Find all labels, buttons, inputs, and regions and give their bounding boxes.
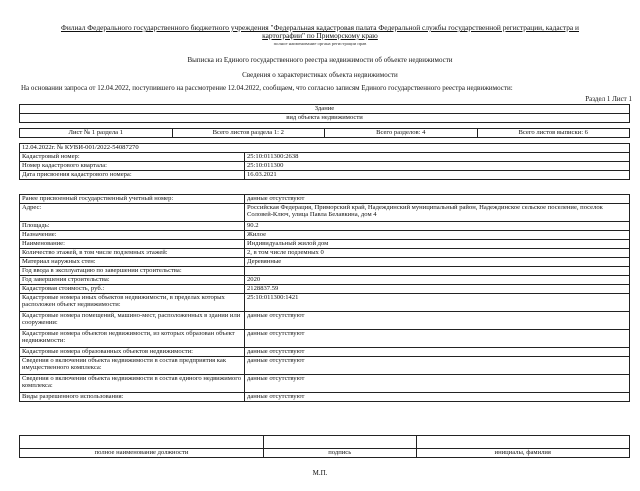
total-sections: Всего разделов: 4: [325, 129, 478, 138]
org-name-line-1: Филиал Федерального государственного бюджетного учреждения "Федеральная кадастровая палата Федеральной службы государственной регистрации, кадастра и: [60, 23, 579, 32]
row-value: 25:10:011300:1421: [245, 294, 630, 312]
table-row: [20, 348, 630, 357]
stamp-label: М.П.: [312, 469, 328, 477]
table-row: [20, 258, 630, 267]
row-label: Площадь:: [20, 222, 245, 231]
org-name-caption: полное наименование органа регистрации прав: [273, 41, 367, 46]
row-label: Сведения о включении объекта недвижимости в состав единого недвижимого комплекса:: [20, 375, 245, 393]
row-value: данные отсутствуют: [245, 357, 630, 375]
row-value: Деревянные: [245, 258, 630, 267]
row-label: Год ввода в эксплуатацию по завершении строительства:: [20, 267, 245, 276]
row-value: данные отсутствуют: [245, 375, 630, 393]
table-row: [20, 393, 630, 402]
org-name-line-2: картографии" по Приморскому краю: [262, 31, 378, 40]
table-row: [20, 330, 630, 348]
row-value: 16.03.2021: [245, 171, 630, 180]
table-row: [20, 231, 630, 240]
initials-label: инициалы, фамилия: [416, 449, 630, 458]
signature-table: [19, 435, 630, 458]
request-line: На основании запроса от 12.04.2022, поступившего на рассмотрение 12.04.2022, сообщаем, что согласно записям Единого государственного реестра недвижимости:: [21, 84, 513, 92]
row-value: данные отсутствуют: [245, 393, 630, 402]
row-label: Ранее присвоенный государственный учетный номер:: [20, 195, 245, 204]
row-value: Российская Федерация, Приморский край, Надеждинский муниципальный район, Надеждинское сельское поселение, поселок Соловей-Ключ, улица Павла Белавкина, дом 4: [245, 204, 630, 222]
table-row: [20, 195, 630, 204]
characteristics-table: [19, 194, 630, 402]
table-row: [20, 285, 630, 294]
row-label: Назначение:: [20, 231, 245, 240]
row-label: Дата присвоения кадастрового номера:: [20, 171, 245, 180]
position-label: полное наименование должности: [20, 449, 264, 458]
table-row: [20, 294, 630, 312]
total-sheets-section: Всего листов раздела 1: 2: [172, 129, 325, 138]
row-label: Адрес:: [20, 204, 245, 222]
row-value: данные отсутствуют: [245, 195, 630, 204]
table-row: [20, 249, 630, 258]
row-label: Кадастровые номера помещений, машино-мест, расположенных в здании или сооружении:: [20, 312, 245, 330]
row-value: 90.2: [245, 222, 630, 231]
row-label: Наименование:: [20, 240, 245, 249]
sheet-info-table: [19, 128, 630, 138]
document-title: Выписка из Единого государственного реестра недвижимости об объекте недвижимости: [187, 56, 453, 64]
table-row: [20, 240, 630, 249]
row-label: Кадастровые номера образованных объектов недвижимости:: [20, 348, 245, 357]
table-row: [20, 312, 630, 330]
object-header-table: [19, 104, 630, 123]
table-row: [20, 222, 630, 231]
row-label: Сведения о включении объекта недвижимости в состав предприятия как имущественного комплекса:: [20, 357, 245, 375]
position-cell: [20, 436, 264, 449]
table-row: [20, 153, 630, 162]
table-row: [20, 375, 630, 393]
object-kind-caption: вид объекта недвижимости: [20, 114, 630, 123]
row-value: данные отсутствуют: [245, 348, 630, 357]
row-label: Кадастровая стоимость, руб.:: [20, 285, 245, 294]
table-row: [20, 171, 630, 180]
row-value: 2128837.59: [245, 285, 630, 294]
total-sheets-extract: Всего листов выписки: 6: [477, 129, 630, 138]
row-value: 2020: [245, 276, 630, 285]
row-label: Кадастровый номер:: [20, 153, 245, 162]
row-value: данные отсутствуют: [245, 312, 630, 330]
document-subtitle: Сведения о характеристиках объекта недвижимости: [242, 71, 398, 79]
row-value: Индивидуальный жилой дом: [245, 240, 630, 249]
table-row: [20, 357, 630, 375]
row-label: Количество этажей, в том числе подземных этажей:: [20, 249, 245, 258]
row-value: [245, 267, 630, 276]
row-label: Кадастровые номера иных объектов недвижимости, в пределах которых расположен объект недвижимости:: [20, 294, 245, 312]
table-row: [20, 267, 630, 276]
table-row: [20, 162, 630, 171]
row-label: Кадастровые номера объектов недвижимости, из которых образован объект недвижимости:: [20, 330, 245, 348]
row-value: 25:10:011300: [245, 162, 630, 171]
row-label: Год завершения строительства:: [20, 276, 245, 285]
row-value: 2, в том числе подземных 0: [245, 249, 630, 258]
sheet-number: Лист № 1 раздела 1: [20, 129, 173, 138]
signature-label: подпись: [264, 449, 417, 458]
row-value: данные отсутствуют: [245, 330, 630, 348]
extract-date-number: 12.04.2022г. № КУВИ-001/2022-54087270: [20, 144, 630, 153]
row-label: Виды разрешенного использования:: [20, 393, 245, 402]
object-type: Здание: [20, 105, 630, 114]
signature-cell: [264, 436, 417, 449]
section-sheet-label: Раздел 1 Лист 1: [585, 95, 632, 103]
table-row: [20, 204, 630, 222]
row-label: Материал наружных стен:: [20, 258, 245, 267]
row-label: Номер кадастрового квартала:: [20, 162, 245, 171]
row-value: 25:10:011300:2638: [245, 153, 630, 162]
initials-cell: [416, 436, 630, 449]
table-row: [20, 276, 630, 285]
row-value: Жилое: [245, 231, 630, 240]
extract-meta-table: [19, 143, 630, 180]
